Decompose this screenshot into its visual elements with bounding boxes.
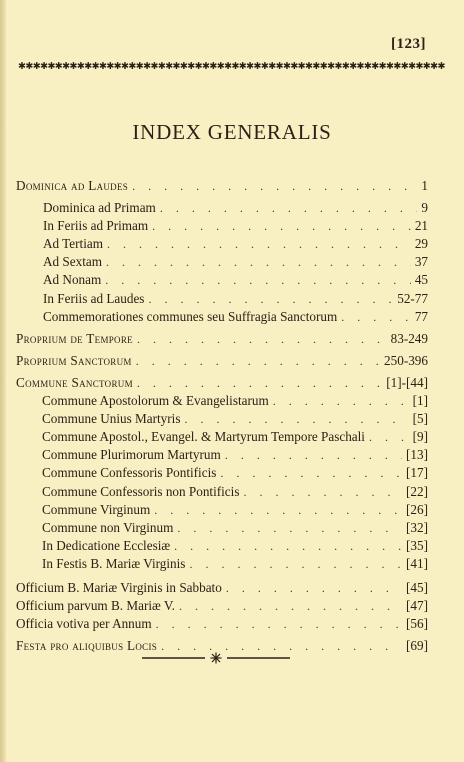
toc-entry-commune-confessoris-non-pontificis[interactable] [16,484,428,502]
toc-entry-page: 77 [414,308,428,324]
toc-entry-in-dedicatione-ecclesiae[interactable] [16,538,428,556]
toc-entry-in-festis-b-mariae-virginis[interactable] [16,556,428,574]
toc-entry-label: Ad Nonam [43,272,102,288]
toc-entry-commune-plurimorum-martyrum[interactable] [16,447,428,465]
toc-entry-officium-bmv-in-sabbato[interactable] [16,580,428,598]
toc-entry-in-feriis-ad-laudes[interactable] [16,291,428,309]
toc-entry-label: Commune Unius Martyris [42,411,181,427]
toc-entry-label: Officium parvum B. Mariæ V. [16,598,175,614]
toc-entry-page: [26] [406,501,428,517]
toc-entry-commune-sanctorum[interactable] [16,375,428,393]
toc-entry-label: Proprium de Tempore [16,330,133,346]
toc-entry-page: [56] [406,616,428,632]
toc-entry-commemorationes-communes[interactable] [16,309,428,327]
dot-leader [132,179,417,194]
toc-entry-ad-tertiam[interactable] [16,236,428,254]
toc-entry-commune-unius-martyris[interactable] [16,411,428,429]
toc-entry-label: Dominica ad Laudes [16,178,129,193]
toc-entry-label: Commune Virginum [42,501,151,517]
page-number: [123] [391,36,426,52]
toc-entry-dominica-ad-primam[interactable] [16,200,428,218]
dot-leader [105,273,411,288]
dot-leader [106,255,411,270]
page-edge [0,0,6,762]
toc-entry-commune-apostol-paschali[interactable] [16,429,428,447]
toc-entry-page: [69] [406,638,428,654]
toc-entry-page: 21 [414,218,428,234]
toc-entry-label: Proprium Sanctorum [16,352,132,368]
dot-leader [341,310,411,325]
toc-entry-label: Commemorationes communes seu Suffragia Sanctorum [43,308,338,324]
toc-entry-page: 250-396 [384,352,428,368]
toc-entry-page: 1 [421,178,428,193]
toc-entry-label: Ad Tertiam [43,236,103,252]
toc-entry-page: [35] [406,537,428,553]
dot-leader [148,292,393,307]
toc-entry-page: 83-249 [390,330,428,346]
dot-leader [177,521,402,536]
star-rule-divider: ✱✱✱✱✱✱✱✱✱✱✱✱✱✱✱✱✱✱✱✱✱✱✱✱✱✱✱✱✱✱✱✱✱✱✱✱✱✱✱✱✱✱✱✱✱✱✱✱✱✱✱✱✱✱✱✱✱✱ [18,62,445,72]
toc-entry-proprium-sanctorum[interactable] [16,353,428,371]
toc-entry-page: [32] [406,519,428,535]
toc-entry-commune-confessoris-pontificis[interactable] [16,465,428,483]
dot-leader [243,485,402,500]
toc-entry-proprium-de-tempore[interactable] [16,331,428,349]
toc-entry-label: Officia votiva per Annum [16,616,152,632]
toc-entry-label: Festa pro aliquibus Locis [16,638,158,654]
dot-leader [160,201,418,216]
dot-leader [179,599,402,614]
toc-entry-label: In Feriis ad Laudes [43,290,145,306]
toc-entry-label: In Feriis ad Primam [43,218,149,234]
toc-entry-officium-parvum[interactable] [16,598,428,616]
toc-entry-ad-sextam[interactable] [16,254,428,272]
ornamental-divider-icon [142,652,290,664]
toc-entry-label: Dominica ad Primam [43,200,156,216]
toc-entry-page: 29 [414,236,428,252]
dot-leader [189,557,402,572]
toc-entry-label: In Festis B. Mariæ Virginis [42,555,186,571]
table-of-contents [16,178,428,656]
toc-entry-page: [5] [412,411,428,427]
toc-entry-page: 45 [414,272,428,288]
dot-leader [137,376,382,391]
dot-leader [174,539,402,554]
toc-entry-page: [13] [406,447,428,463]
toc-entry-page: [41] [406,555,428,571]
dot-leader [137,332,387,347]
page-title: INDEX GENERALIS [132,120,332,144]
toc-entry-commune-apostolorum[interactable] [16,393,428,411]
toc-entry-label: Commune Sanctorum [16,374,133,390]
toc-entry-page: [9] [412,429,428,445]
toc-entry-label: In Dedicatione Ecclesiæ [42,537,171,553]
dot-leader [136,354,380,369]
toc-entry-commune-virginum[interactable] [16,502,428,520]
dot-leader [156,617,402,632]
toc-entry-page: 9 [421,200,428,216]
toc-entry-page: [22] [406,483,428,499]
toc-entry-page: [1]-[44] [386,374,428,390]
toc-entry-page: 37 [414,254,428,270]
toc-entry-label: Commune Confessoris Pontificis [42,465,217,481]
toc-entry-page: 52-77 [397,290,428,306]
toc-entry-page: [47] [406,598,428,614]
toc-entry-label: Officium B. Mariæ Virginis in Sabbato [16,579,222,595]
dot-leader [152,219,411,234]
dot-leader [184,412,408,427]
dot-leader [225,448,402,463]
toc-entry-commune-non-virginum[interactable] [16,520,428,538]
toc-entry-page: [17] [406,465,428,481]
toc-entry-label: Commune Apostol., Evangel. & Martyrum Tempore Paschali [42,429,365,445]
toc-entry-dominica-ad-laudes[interactable] [16,178,428,196]
toc-entry-label: Commune Confessoris non Pontificis [42,483,240,499]
dot-leader [226,581,402,596]
toc-entry-label: Commune Apostolorum & Evangelistarum [42,393,269,409]
toc-entry-page: [1] [412,393,428,409]
dot-leader [369,430,409,445]
toc-entry-officia-votiva[interactable] [16,616,428,634]
toc-entry-label: Commune non Virginum [42,519,174,535]
dot-leader [220,466,402,481]
toc-entry-in-feriis-ad-primam[interactable] [16,218,428,236]
toc-entry-ad-nonam[interactable] [16,272,428,290]
toc-entry-label: Ad Sextam [43,254,102,270]
dot-leader [154,503,402,518]
toc-entry-page: [45] [406,579,428,595]
toc-entry-label: Commune Plurimorum Martyrum [42,447,221,463]
dot-leader [273,394,409,409]
dot-leader [107,237,411,252]
